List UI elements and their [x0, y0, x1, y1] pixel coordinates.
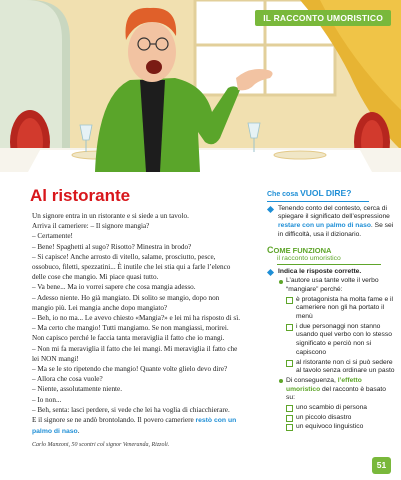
option-label: al ristorante non ci si può sedere al tavolo senza ordinare un pasto: [296, 358, 395, 375]
highlighted-term: l’effetto umoristico: [286, 376, 362, 393]
checkbox[interactable]: [286, 415, 293, 422]
heading-text: OME FUNZIONA: [273, 245, 332, 255]
highlighted-expression: palmo di naso: [32, 428, 78, 436]
heading-initial: C: [267, 244, 274, 255]
story-line: – Va bene... Ma io vorrei sapere che cosa mangia adesso.: [32, 283, 196, 292]
option-label: è protagonista ha molta fame e il cameriere non gli ha portato il menù: [296, 295, 394, 321]
vocabulary-task: [267, 205, 395, 240]
checkbox[interactable]: [286, 297, 293, 304]
question-text: del racconto è basato su:: [286, 385, 386, 402]
checkbox[interactable]: [286, 405, 293, 412]
story-line: ossobuco, filetti, spezzatini... È inutile che lei stia qui a farle l’elenco: [32, 263, 231, 272]
highlighted-expression: restare con un palmo di naso: [278, 222, 371, 230]
task-text: . Se sei in difficoltà, usa il dizionario.: [278, 222, 394, 238]
heading-subtitle: il racconto umoristico: [277, 255, 381, 265]
question-1: [267, 277, 395, 294]
option-label: uno scambio di persona: [296, 404, 368, 412]
story-title: Al ristorante: [30, 186, 131, 205]
story-line: Arriva il cameriere: – Il signore mangia?: [32, 222, 150, 231]
question-2: [267, 377, 395, 403]
story-line: – Si capisce! Anche arrosto di vitello, salame, prosciutto, pesce,: [32, 252, 216, 261]
story-text-segment: .: [77, 427, 80, 436]
story-line: Non capisco perché le faccia tanta meraviglia il fatto che io mangi.: [32, 334, 225, 343]
story-line: – Bene! Spaghetti al sugo? Risotto? Minestra in brodo?: [32, 242, 192, 251]
vocabulary-heading: [267, 189, 369, 202]
story-line: – Adesso niente. Ho già mangiato. Di solito se mangio, dopo non: [32, 293, 220, 302]
story-line: lei NON mangi!: [32, 354, 79, 363]
story-line: [32, 415, 258, 426]
answer-option[interactable]: [267, 414, 395, 423]
story-line: [32, 426, 258, 437]
source-credit: Carlo Manzoni, 50 scontri col signor Veneranda, Rizzoli.: [32, 442, 170, 449]
heading-text: Che cosa: [267, 191, 301, 198]
answer-option[interactable]: [267, 359, 395, 376]
story-line: – Io non...: [32, 395, 62, 404]
answer-option[interactable]: [267, 296, 395, 322]
exercise-column: [267, 189, 395, 432]
answers-task: [267, 268, 395, 277]
diamond-bullet-icon: [267, 206, 274, 213]
story-line: – Allora che cosa vuole?: [32, 375, 103, 384]
story-line: Un signore entra in un ristorante e si siede a un tavolo.: [32, 212, 189, 220]
task-text: Tenendo conto del contesto, cerca di spiegare il significato dell’espressione: [278, 204, 390, 221]
story-line: mangio più. Lei mangia anche dopo mangiato?: [32, 303, 168, 312]
checkbox[interactable]: [286, 424, 293, 431]
how-it-works-heading: [267, 246, 381, 265]
option-label: un piccolo disastro: [296, 413, 352, 421]
heading-emphasis: VUOL DIRE?: [300, 188, 352, 198]
dot-bullet-icon: [279, 280, 283, 284]
story-line: – Ma certo che mangio! Tutti mangiamo. Se non mangiassi, morirei.: [32, 324, 229, 333]
dot-bullet-icon: [279, 379, 283, 383]
answer-option[interactable]: [267, 404, 395, 413]
story-line: – Niente, assolutamente niente.: [32, 385, 123, 394]
diamond-bullet-icon: [267, 268, 274, 275]
option-label: i due personaggi non stanno usando quel verbo con lo stesso significato e perciò non si capiscono: [296, 322, 392, 356]
story-line: – Ma se le sto ripetendo che mangio! Quante volte glielo devo dire?: [32, 365, 228, 374]
answer-option[interactable]: [267, 323, 395, 358]
story-line: – Non mi fa meraviglia il fatto che lei mangi. Mi meraviglia il fatto che: [32, 344, 238, 353]
answer-option[interactable]: [267, 423, 395, 432]
story-line: – Beh, senta: lasci perdere, si vede che lei ha voglia di chiacchierare.: [32, 405, 230, 414]
story-text: [32, 211, 258, 451]
story-line: – Beh, io no ma... Le avevo chiesto «Mangia?» e lei mi ha risposto di sì.: [32, 314, 240, 323]
checkbox[interactable]: [286, 324, 293, 331]
question-text: L’autore usa tante volte il verbo “mangiare” perché:: [286, 277, 379, 293]
checkbox[interactable]: [286, 360, 293, 367]
story-text-segment: E il signore se ne andò brontolando. Il povero cameriere: [32, 416, 196, 425]
story-line: delle cose che mangio. Mi piace quasi tutto.: [32, 273, 159, 282]
task-text: Indica le risposte corrette.: [278, 267, 362, 275]
story-line: – Certamente!: [32, 232, 73, 241]
question-text: Di conseguenza,: [286, 376, 338, 384]
option-label: un equivoco linguistico: [296, 423, 364, 431]
page-number: 51: [372, 457, 391, 474]
section-banner: IL RACCONTO UMORISTICO: [255, 10, 391, 26]
highlighted-expression: restò con un: [195, 417, 237, 425]
